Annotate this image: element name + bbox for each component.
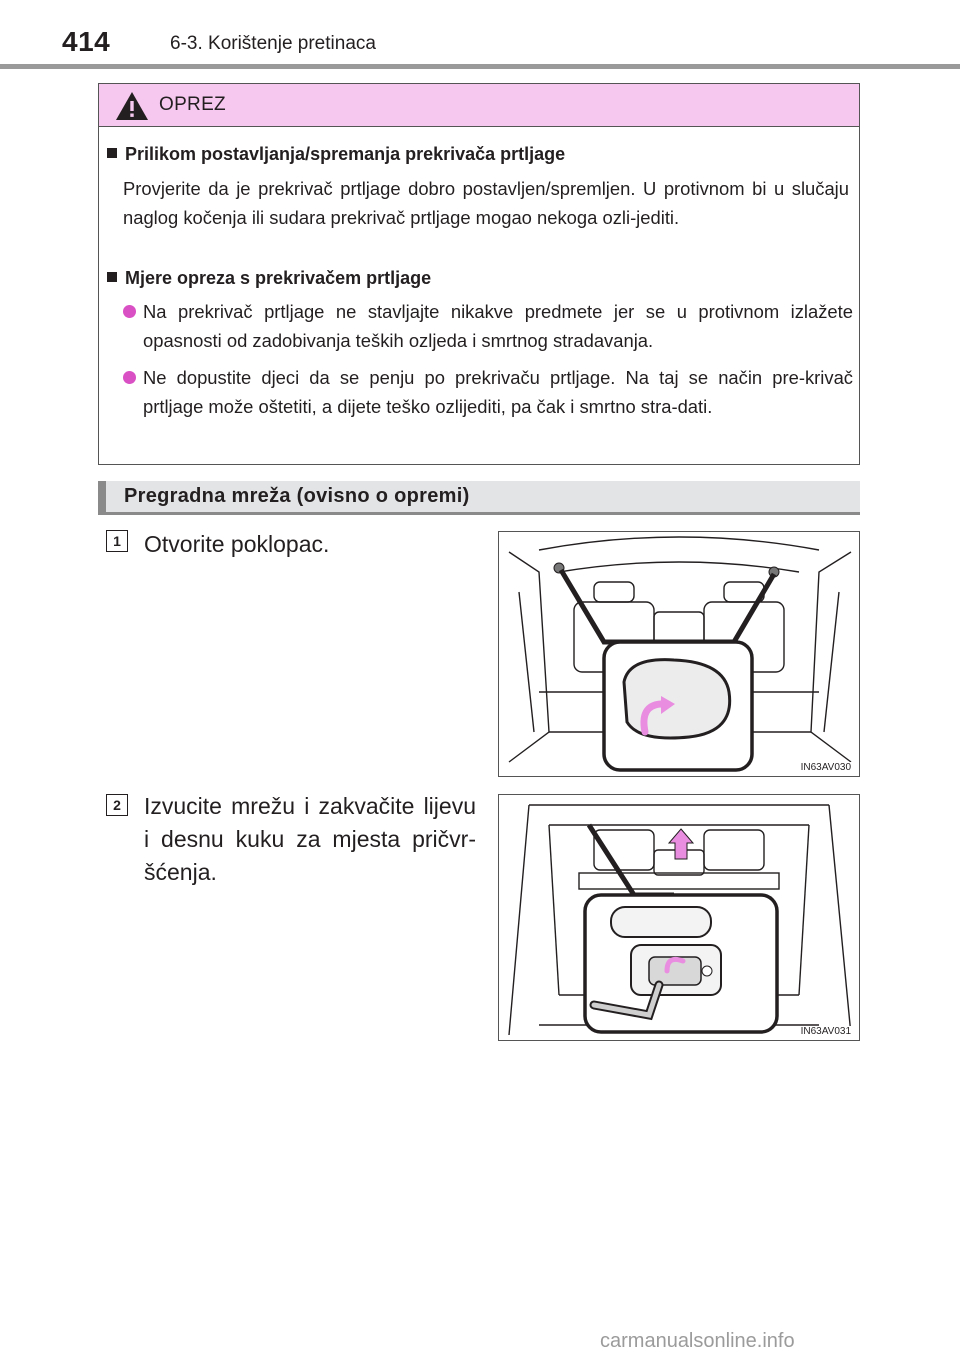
figure-open-cover [498,531,860,777]
warning-icon [115,91,149,121]
caution-heading-2: Mjere opreza s prekrivačem prtljage [107,268,431,289]
bullet-dot-icon [123,371,136,384]
cargo-net-illustration [499,795,860,1041]
caution-paragraph-1: Provjerite da je prekrivač prtljage dobro postavljen/spremljen. U protivnom bi u slučaju naglog kočenja ili sudara prekrivač prtljage mogao nekoga ozli-jediti. [123,178,849,228]
page-number: 414 [62,26,111,57]
watermark: carmanualsonline.info [600,1330,795,1352]
step-text-2: Izvucite mrežu i zakvačite lijevu i desnu kuku za mjesta pričvr-šćenja. [144,793,476,885]
step-number-2: 2 [106,794,128,816]
step-text-1: Otvorite poklopac. [144,531,330,557]
square-bullet-icon [107,272,117,282]
header-divider [0,64,960,69]
figure-pull-net [498,794,860,1041]
figure-code-1: IN63AV030 [800,762,851,773]
section-heading: Pregradna mreža (ovisno o opremi) [124,485,470,507]
caution-label: OPREZ [159,94,226,115]
caution-bullet-1: Na prekrivač prtljage ne stavljajte nikakve predmete jer se u protivnom izlažete opasnosti od zadobivanja teških ozljeda i smrtnog stradavanja. [123,297,853,355]
caution-header [99,84,859,127]
caution-bullet-2: Ne dopustite djeci da se penju po prekrivaču prtljage. Na taj se način pre-krivač prtljage može oštetiti, a dijete teško ozlijediti, pa čak i smrtno stra-dati. [123,363,853,421]
square-bullet-icon [107,148,117,158]
caution-heading-1: Prilikom postavljanja/spremanja prekrivača prtljage [107,144,565,165]
step-number-1: 1 [106,530,128,552]
section-heading-bar [98,481,860,515]
figure-code-2: IN63AV031 [800,1026,851,1037]
section-title: 6-3. Korištenje pretinaca [170,33,376,54]
caution-box [98,83,860,465]
bullet-dot-icon [123,305,136,318]
cargo-area-illustration [499,532,860,777]
